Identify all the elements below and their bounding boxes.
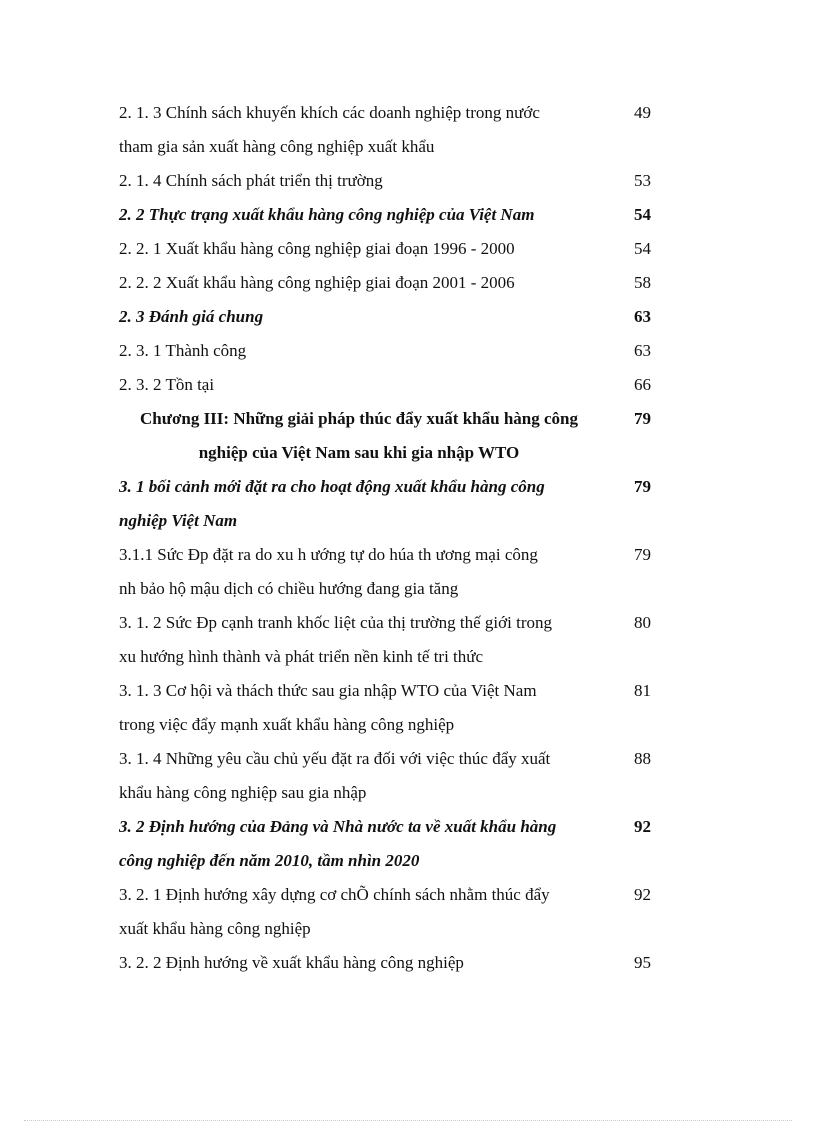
toc-entry-page-number: 79 xyxy=(634,477,651,496)
toc-entry-line: 3. 2. 2 Định hướng về xuất khẩu hàng công nghiệp xyxy=(119,953,464,972)
toc-entry xyxy=(119,606,651,674)
toc-entry-page-number: 79 xyxy=(634,545,651,564)
toc-entry-title xyxy=(119,334,599,368)
toc-entry-page-number: 92 xyxy=(634,885,651,904)
toc-entry xyxy=(119,368,651,402)
toc-entry xyxy=(119,810,651,878)
toc-entry-line: 2. 2. 2 Xuất khẩu hàng công nghiệp giai đoạn 2001 - 2006 xyxy=(119,273,515,292)
toc-entry-line: 2. 3. 2 Tồn tại xyxy=(119,375,215,394)
toc-entry-title xyxy=(119,164,599,198)
toc-entry-line: tham gia sản xuất hàng công nghiệp xuất khẩu xyxy=(119,137,435,156)
page-bottom-dotted-rule xyxy=(24,1120,792,1121)
toc-entry xyxy=(119,334,651,368)
toc-entry-line: nh bảo hộ mậu dịch có chiều hướng đang gia tăng xyxy=(119,579,459,598)
toc-entry-page-number: 54 xyxy=(634,205,651,224)
toc-entry-title xyxy=(119,402,599,470)
toc-entry-line: 3. 2 Định hướng của Đảng và Nhà nước ta về xuất khẩu hàng xyxy=(119,817,557,836)
table-of-contents xyxy=(119,96,651,980)
toc-entry-line: trong việc đẩy mạnh xuất khẩu hàng công nghiệp xyxy=(119,715,455,734)
toc-entry-line: xuất khẩu hàng công nghiệp xyxy=(119,919,311,938)
toc-entry-page-number: 88 xyxy=(634,749,651,768)
toc-entry-title xyxy=(119,742,599,810)
toc-entry-line: xu hướng hình thành và phát triển nền kinh tế tri thức xyxy=(119,647,484,666)
toc-entry-line: 2. 2 Thực trạng xuất khẩu hàng công nghiệp của Việt Nam xyxy=(119,205,535,224)
toc-entry-title xyxy=(119,606,599,674)
toc-entry-page-number: 81 xyxy=(634,681,651,700)
toc-entry-page-number: 80 xyxy=(634,613,651,632)
toc-entry-title xyxy=(119,96,599,164)
toc-entry-title xyxy=(119,470,599,538)
toc-entry-line: 2. 3. 1 Thành công xyxy=(119,341,247,360)
toc-entry-page-number: 53 xyxy=(634,171,651,190)
toc-entry xyxy=(119,198,651,232)
toc-entry-line: 2. 2. 1 Xuất khẩu hàng công nghiệp giai đoạn 1996 - 2000 xyxy=(119,239,515,258)
toc-entry xyxy=(119,96,651,164)
toc-entry-title xyxy=(119,878,599,946)
toc-entry-line: 2. 1. 3 Chính sách khuyến khích các doanh nghiệp trong nước xyxy=(119,103,540,122)
toc-entry-line: nghiệp Việt Nam xyxy=(119,511,238,530)
toc-entry-title xyxy=(119,538,599,606)
toc-entry-page-number: 63 xyxy=(634,307,651,326)
toc-entry-line: 2. 1. 4 Chính sách phát triển thị trường xyxy=(119,171,383,190)
toc-entry xyxy=(119,402,651,470)
toc-entry-page-number: 54 xyxy=(634,239,651,258)
toc-entry-title xyxy=(119,198,599,232)
toc-entry-page-number: 95 xyxy=(634,953,651,972)
toc-entry-line: khẩu hàng công nghiệp sau gia nhập xyxy=(119,783,367,802)
toc-entry xyxy=(119,538,651,606)
toc-entry xyxy=(119,946,651,980)
toc-entry-page-number: 92 xyxy=(634,817,651,836)
toc-entry-line: công nghiệp đến năm 2010, tầm nhìn 2020 xyxy=(119,851,420,870)
toc-entry-title xyxy=(119,810,599,878)
toc-entry-line: 3. 2. 1 Định hướng xây dựng cơ chÕ chính sách nhằm thúc đẩy xyxy=(119,885,550,904)
toc-entry-line: 2. 3 Đánh giá chung xyxy=(119,307,264,326)
toc-entry xyxy=(119,878,651,946)
toc-entry-title xyxy=(119,232,599,266)
toc-entry-page-number: 66 xyxy=(634,375,651,394)
toc-entry-page-number: 49 xyxy=(634,103,651,122)
toc-entry xyxy=(119,266,651,300)
toc-entry-page-number: 63 xyxy=(634,341,651,360)
toc-entry-title xyxy=(119,266,599,300)
toc-entry-line: 3.1.1 Sức Đp đặt ra do xu h ướng tự do húa th ương mại công xyxy=(119,545,538,564)
toc-entry xyxy=(119,674,651,742)
toc-entry-line: Chương III: Những giải pháp thúc đẩy xuất khẩu hàng công xyxy=(140,409,578,428)
toc-entry-title xyxy=(119,946,599,980)
toc-entry xyxy=(119,742,651,810)
toc-entry xyxy=(119,300,651,334)
toc-entry-line: nghiệp của Việt Nam sau khi gia nhập WTO xyxy=(198,443,520,462)
toc-entry-title xyxy=(119,300,599,334)
toc-entry xyxy=(119,470,651,538)
toc-entry-page-number: 58 xyxy=(634,273,651,292)
toc-entry-line: 3. 1. 2 Sức Đp cạnh tranh khốc liệt của thị trường thế giới trong xyxy=(119,613,552,632)
toc-entry xyxy=(119,232,651,266)
toc-entry-page-number: 79 xyxy=(634,409,651,428)
toc-entry xyxy=(119,164,651,198)
toc-entry-title xyxy=(119,674,599,742)
toc-entry-line: 3. 1 bối cảnh mới đặt ra cho hoạt động xuất khẩu hàng công xyxy=(119,477,545,496)
toc-entry-title xyxy=(119,368,599,402)
toc-entry-line: 3. 1. 4 Những yêu cầu chủ yếu đặt ra đối với việc thúc đẩy xuất xyxy=(119,749,551,768)
toc-entry-line: 3. 1. 3 Cơ hội và thách thức sau gia nhập WTO của Việt Nam xyxy=(119,681,537,700)
